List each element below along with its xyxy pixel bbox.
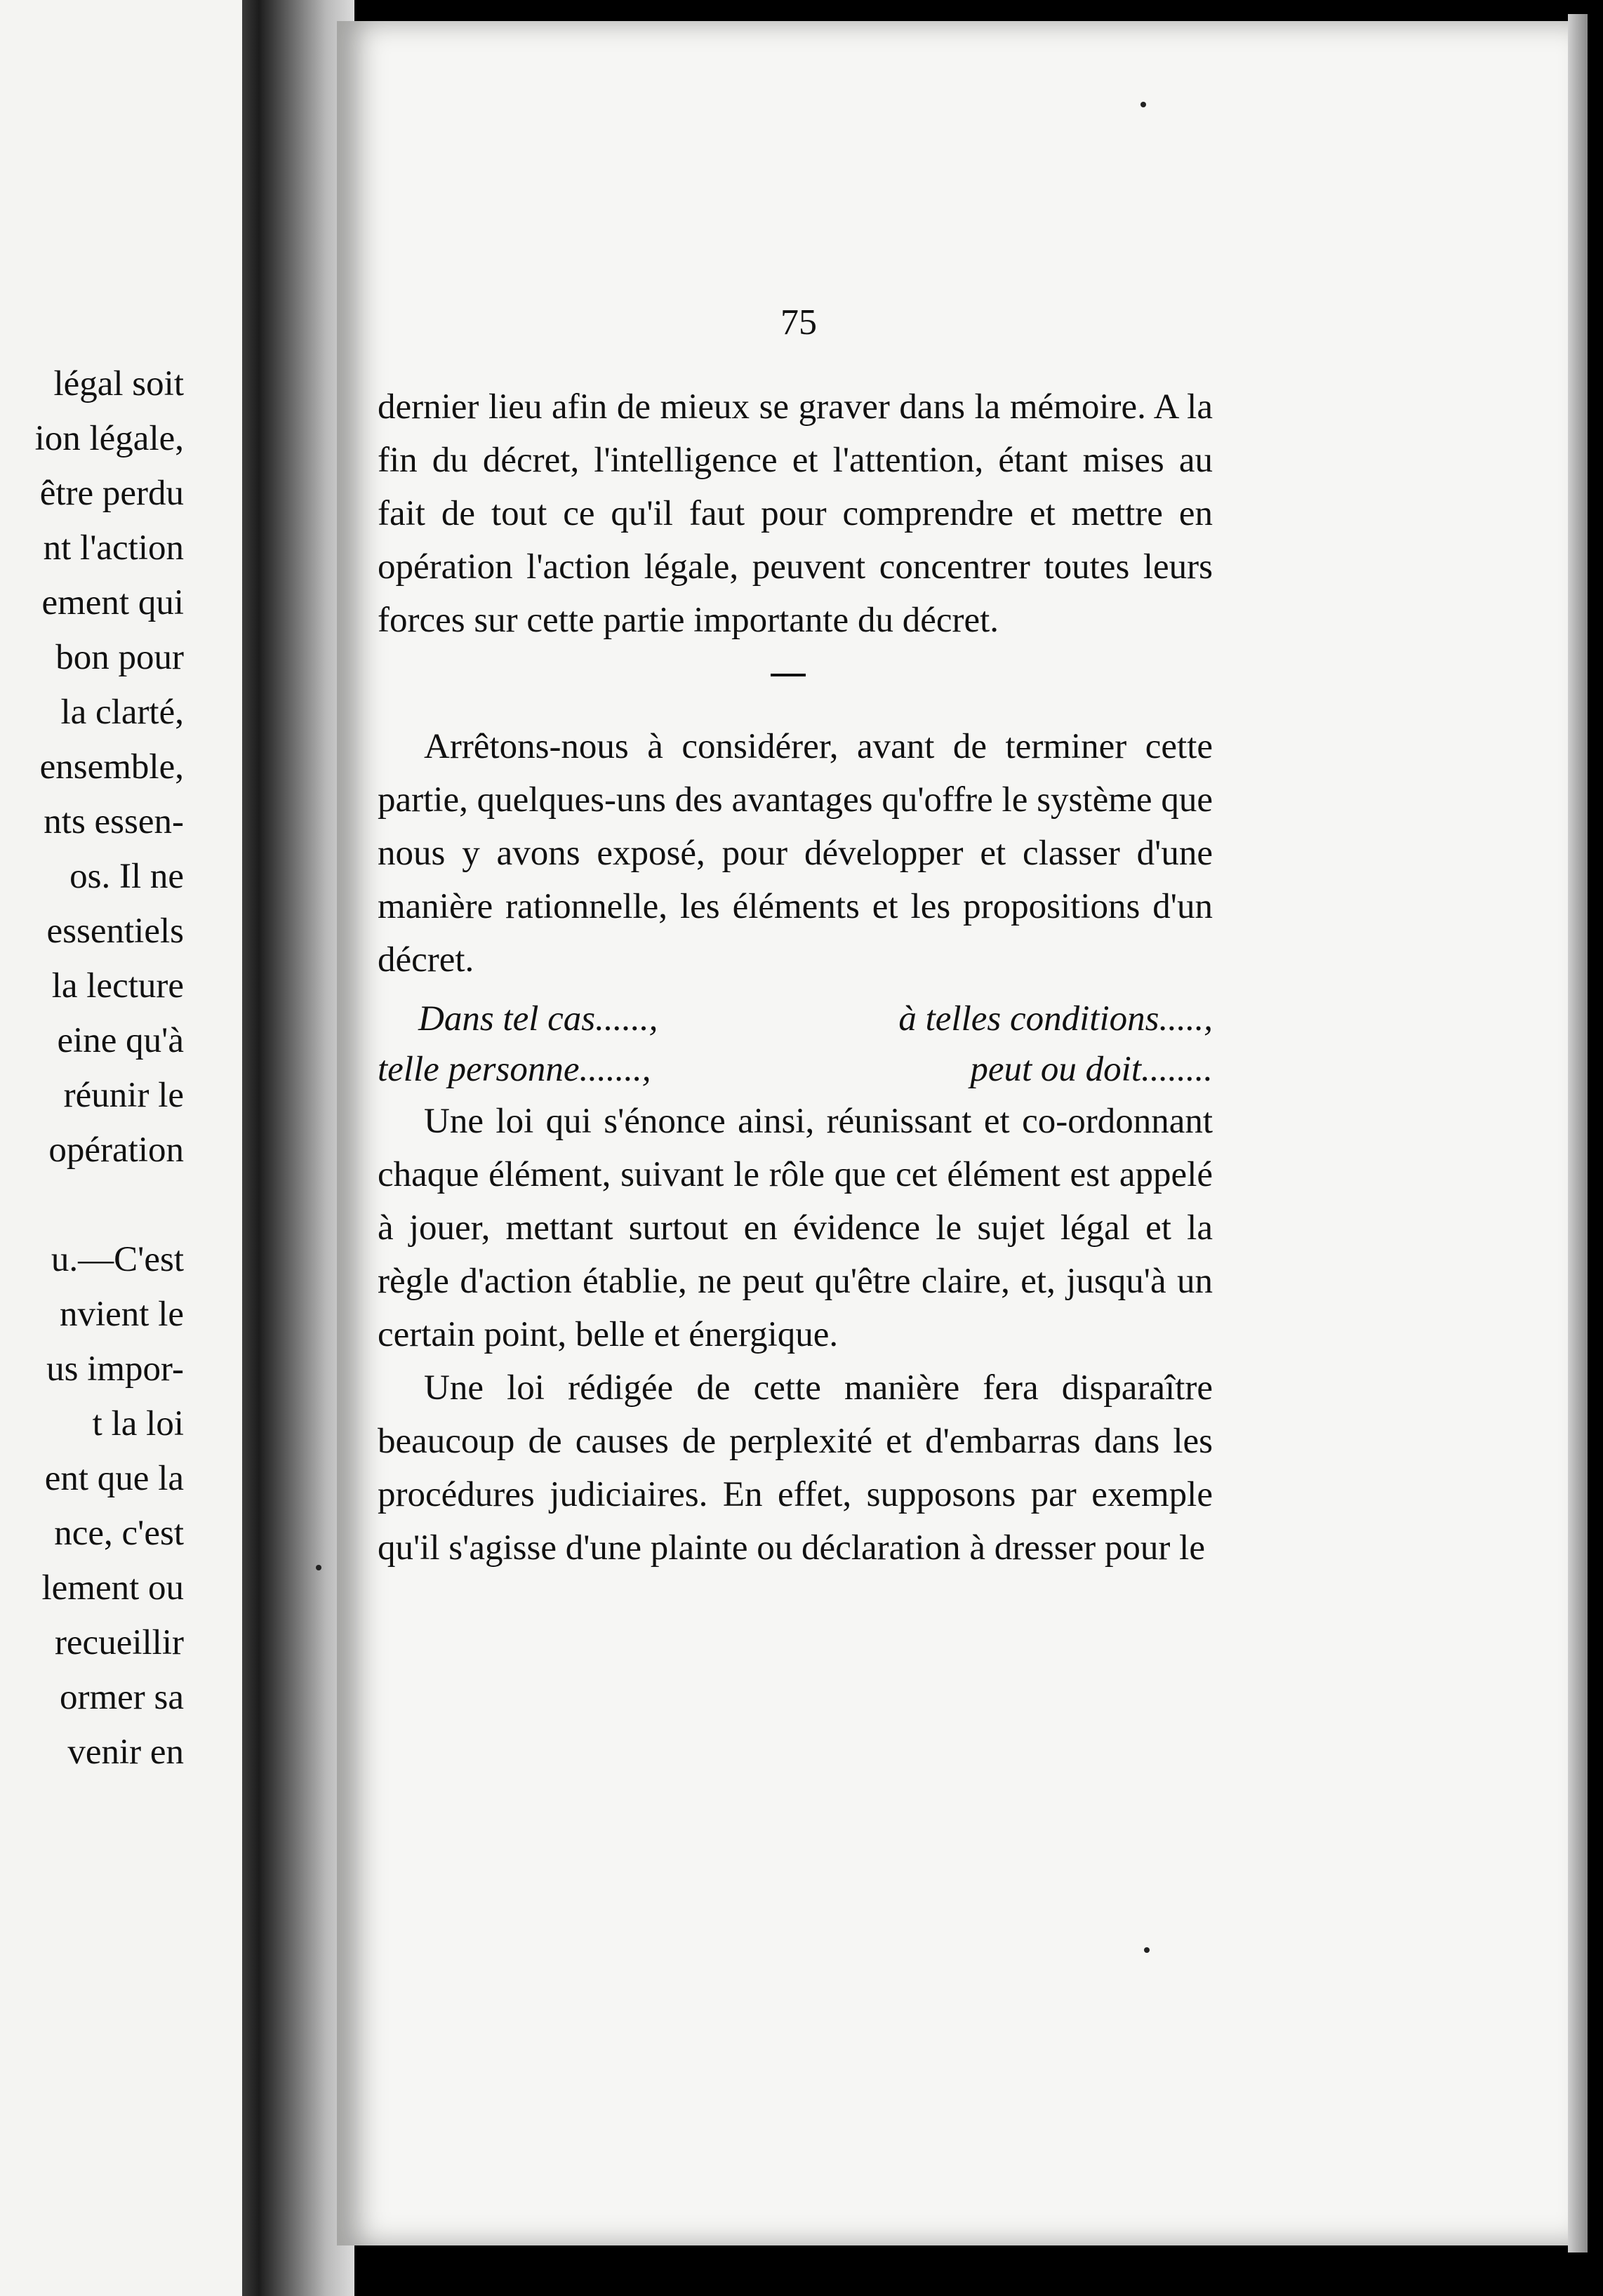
left-line: nts essen- (44, 802, 184, 841)
left-line: lement ou (41, 1568, 184, 1608)
left-line: ement qui (41, 583, 184, 622)
paragraph: Arrêtons-nous à considérer, avant de terminer cette partie, quelques-uns des avantages qu'offre le système que nous y avons exposé, pour développer et classer d'une manière rationnelle, les éléments et les propositions d'un décret. (378, 727, 1213, 980)
scan-speck (1144, 1947, 1150, 1953)
paragraph: Une loi qui s'énonce ainsi, réunissant et co-ordonnant chaque élément, suivant le rôle que cet élément est appelé à jouer, mettant surtout en évidence le sujet légal et la règle d'action établie, ne peut qu'être claire, et, jusqu'à un certain point, belle et énergique. (378, 1102, 1213, 1354)
formula-part: telle personne......., (378, 1050, 651, 1089)
left-line: ensemble, (39, 747, 184, 787)
formula-part: peut ou doit........ (970, 1050, 1213, 1089)
scan-speck (316, 1565, 321, 1570)
left-line: bon pour (55, 638, 184, 677)
left-line-gap (0, 1177, 184, 1232)
left-line: la clarté, (60, 693, 184, 732)
left-line: eine qu'à (57, 1021, 184, 1060)
left-line: réunir le (63, 1076, 184, 1115)
left-line: us impor- (46, 1349, 184, 1389)
left-line: la lecture (51, 966, 184, 1006)
paragraph: dernier lieu afin de mieux se graver dans la mémoire. A la fin du décret, l'intelligence et l'attention, étant mises au fait de tout ce qu'il faut pour comprendre et mettre en opération l'action légale, peuvent concentrer toutes leurs forces sur cette partie importante du décret. (378, 387, 1213, 640)
page-body (378, 380, 1213, 1575)
left-line: être perdu (39, 474, 184, 513)
left-page (0, 0, 249, 2296)
left-line: ent que la (44, 1459, 184, 1498)
law-formula (378, 994, 1213, 1095)
paragraph: Une loi rédigée de cette manière fera disparaître beaucoup de causes de perplexité et d'embarras dans les procédures judiciaires. En effet, supposons par exemple qu'il s'agisse d'une plainte ou déclaration à dresser pour le (378, 1368, 1213, 1568)
left-line: t la loi (92, 1404, 184, 1443)
left-line: nce, c'est (54, 1514, 184, 1553)
left-line: ormer sa (59, 1678, 184, 1717)
left-line: os. Il ne (69, 857, 184, 896)
left-line: essentiels (46, 912, 184, 951)
left-page-text (0, 356, 184, 1780)
left-line: venir en (67, 1733, 184, 1772)
section-divider (771, 674, 806, 676)
formula-line (378, 1044, 1213, 1095)
formula-part: Dans tel cas......, (418, 999, 658, 1039)
left-line: nt l'action (43, 528, 184, 568)
left-line: ion légale, (34, 419, 184, 458)
left-line: nvient le (59, 1295, 184, 1334)
formula-part: à telles conditions....., (898, 999, 1213, 1039)
left-line: u.—C'est (51, 1240, 184, 1279)
page-number: 75 (780, 302, 817, 342)
scan-speck (1140, 102, 1146, 107)
left-line: opération (48, 1130, 184, 1170)
page-edge (1568, 14, 1588, 2252)
left-line: recueillir (54, 1623, 184, 1662)
formula-line (378, 994, 1213, 1044)
left-line: légal soit (53, 364, 184, 403)
